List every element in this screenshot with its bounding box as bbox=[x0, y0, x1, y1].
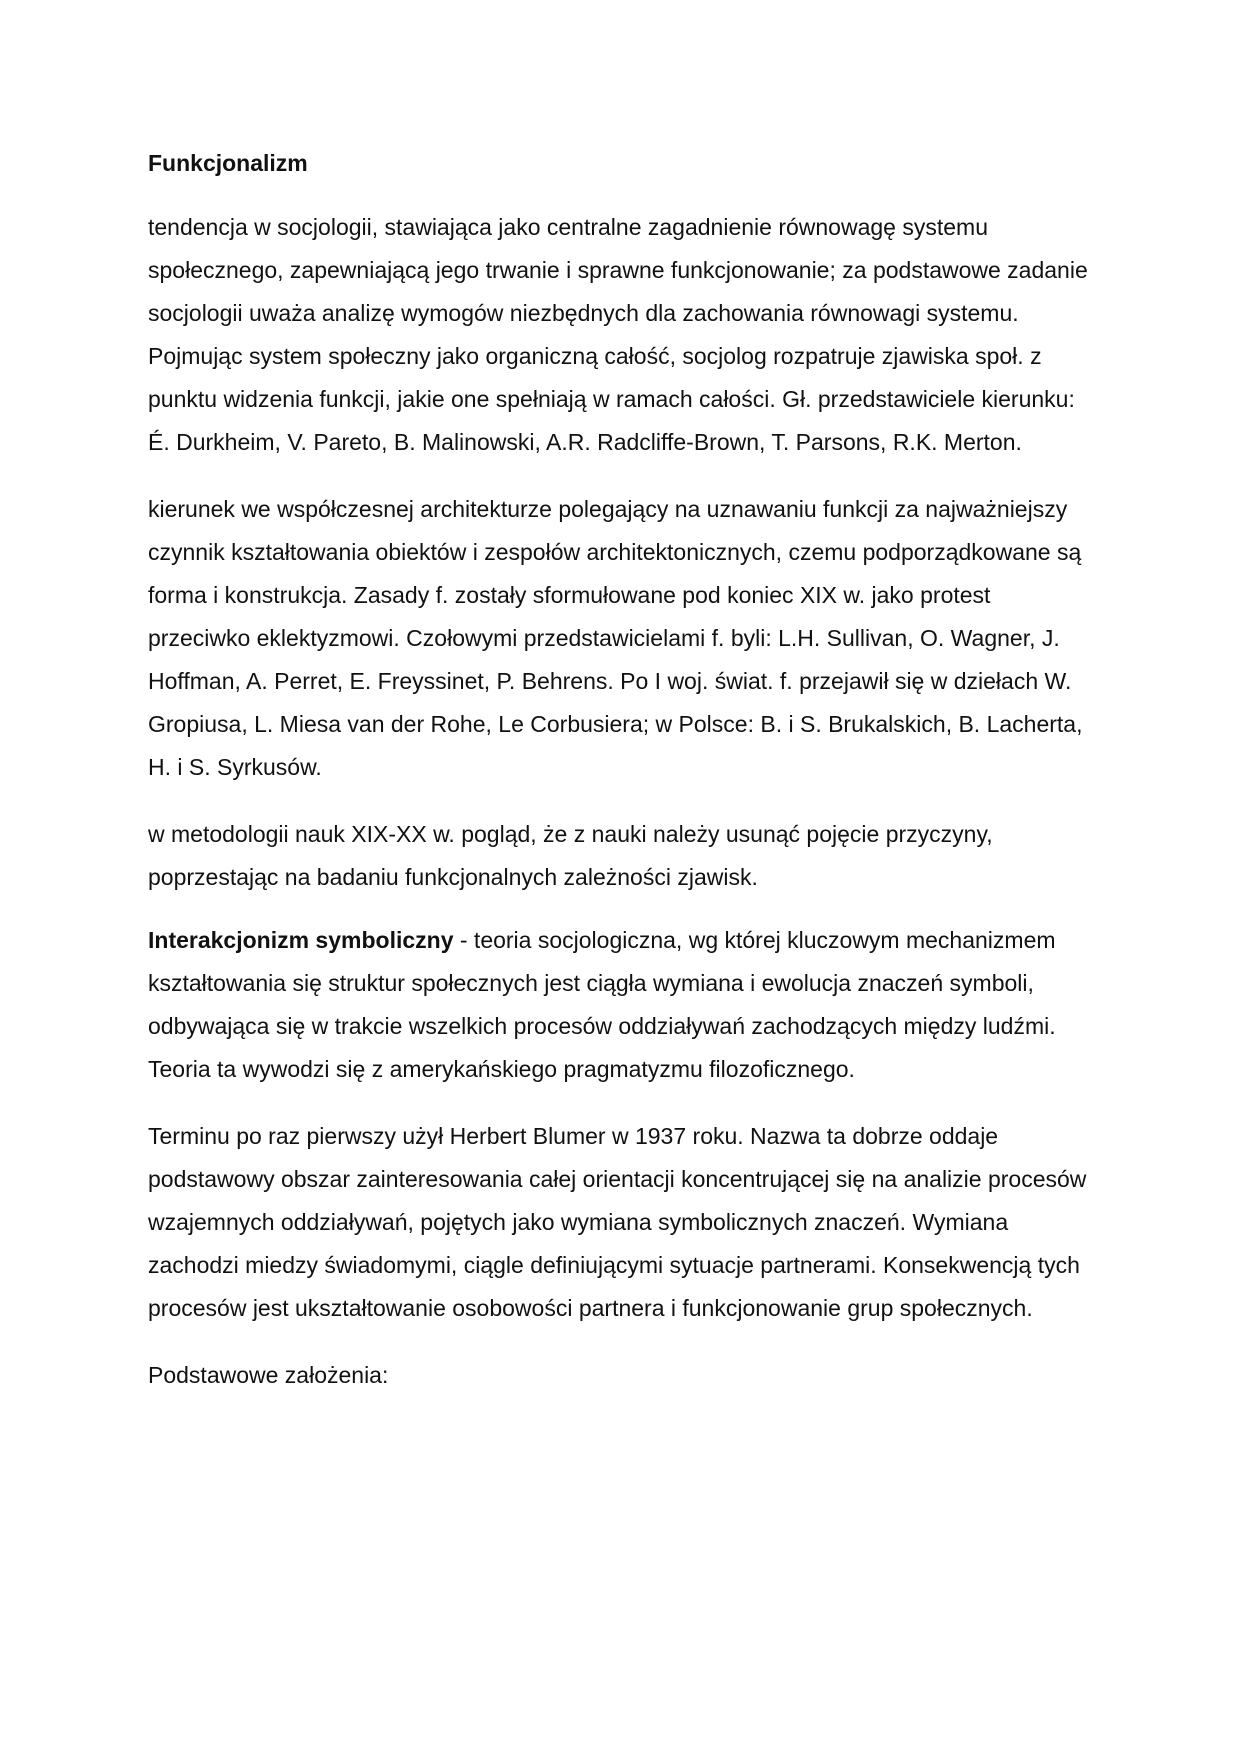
document-page bbox=[148, 148, 1093, 1421]
assumptions-heading: Podstawowe założenia: bbox=[148, 1362, 389, 1388]
document-title: Funkcjonalizm bbox=[148, 150, 308, 176]
paragraph-interakcjonizm bbox=[148, 919, 1093, 1091]
paragraph-sociology: tendencja w socjologii, stawiająca jako centralne zagadnienie równowagę systemu społecznego, zapewniającą jego trwanie i sprawne funkcjonowanie; za podstawowe zadanie socjologii uważa analizę wymogów niezbędnych dla zachowania równowagi systemu. Pojmując system społeczny jako organiczną całość, socjolog rozpatruje zjawiska społ. z punktu widzenia funkcji, jakie one spełniają w ramach całości. Gł. przedstawiciele kierunku: É. Durkheim, V. Pareto, B. Malinowski, A.R. Radcliffe-Brown, T. Parsons, R.K. Merton. bbox=[148, 214, 1088, 455]
paragraph-architecture: kierunek we współczesnej architekturze polegający na uznawaniu funkcji za najważniejszy czynnik kształtowania obiektów i zespołów architektonicznych, czemu podporządkowane są forma i konstrukcja. Zasady f. zostały sformułowane pod koniec XIX w. jako protest przeciwko eklektyzmowi. Czołowymi przedstawicielami f. byli: L.H. Sullivan, O. Wagner, J. Hoffman, A. Perret, E. Freyssinet, P. Behrens. Po I woj. świat. f. przejawił się w dziełach W. Gropiusa, L. Miesa van der Rohe, Le Corbusiera; w Polsce: B. i S. Brukalskich, B. Lacherta, H. i S. Syrkusów. bbox=[148, 496, 1083, 780]
term-interakcjonizm: Interakcjonizm symboliczny bbox=[148, 927, 454, 953]
definition-interakcjonizm: - teoria socjologiczna, wg której kluczowym mechanizmem kształtowania się struktur społecznych jest ciągła wymiana i ewolucja znaczeń symboli, odbywająca się w trakcie wszelkich procesów oddziaływań zachodzących między ludźmi. Teoria ta wywodzi się z amerykańskiego pragmatyzmu filozoficznego. bbox=[148, 927, 1056, 1082]
paragraph-methodology: w metodologii nauk XIX-XX w. pogląd, że z nauki należy usunąć pojęcie przyczyny, poprzestając na badaniu funkcjonalnych zależności zjawisk. bbox=[148, 821, 993, 890]
paragraph-blumer: Terminu po raz pierwszy użył Herbert Blumer w 1937 roku. Nazwa ta dobrze oddaje podstawowy obszar zainteresowania całej orientacji koncentrującej się na analizie procesów wzajemnych oddziaływań, pojętych jako wymiana symbolicznych znaczeń. Wymiana zachodzi miedzy świadomymi, ciągle definiującymi sytuacje partnerami. Konsekwencją tych procesów jest ukształtowanie osobowości partnera i funkcjonowanie grup społecznych. bbox=[148, 1123, 1087, 1321]
